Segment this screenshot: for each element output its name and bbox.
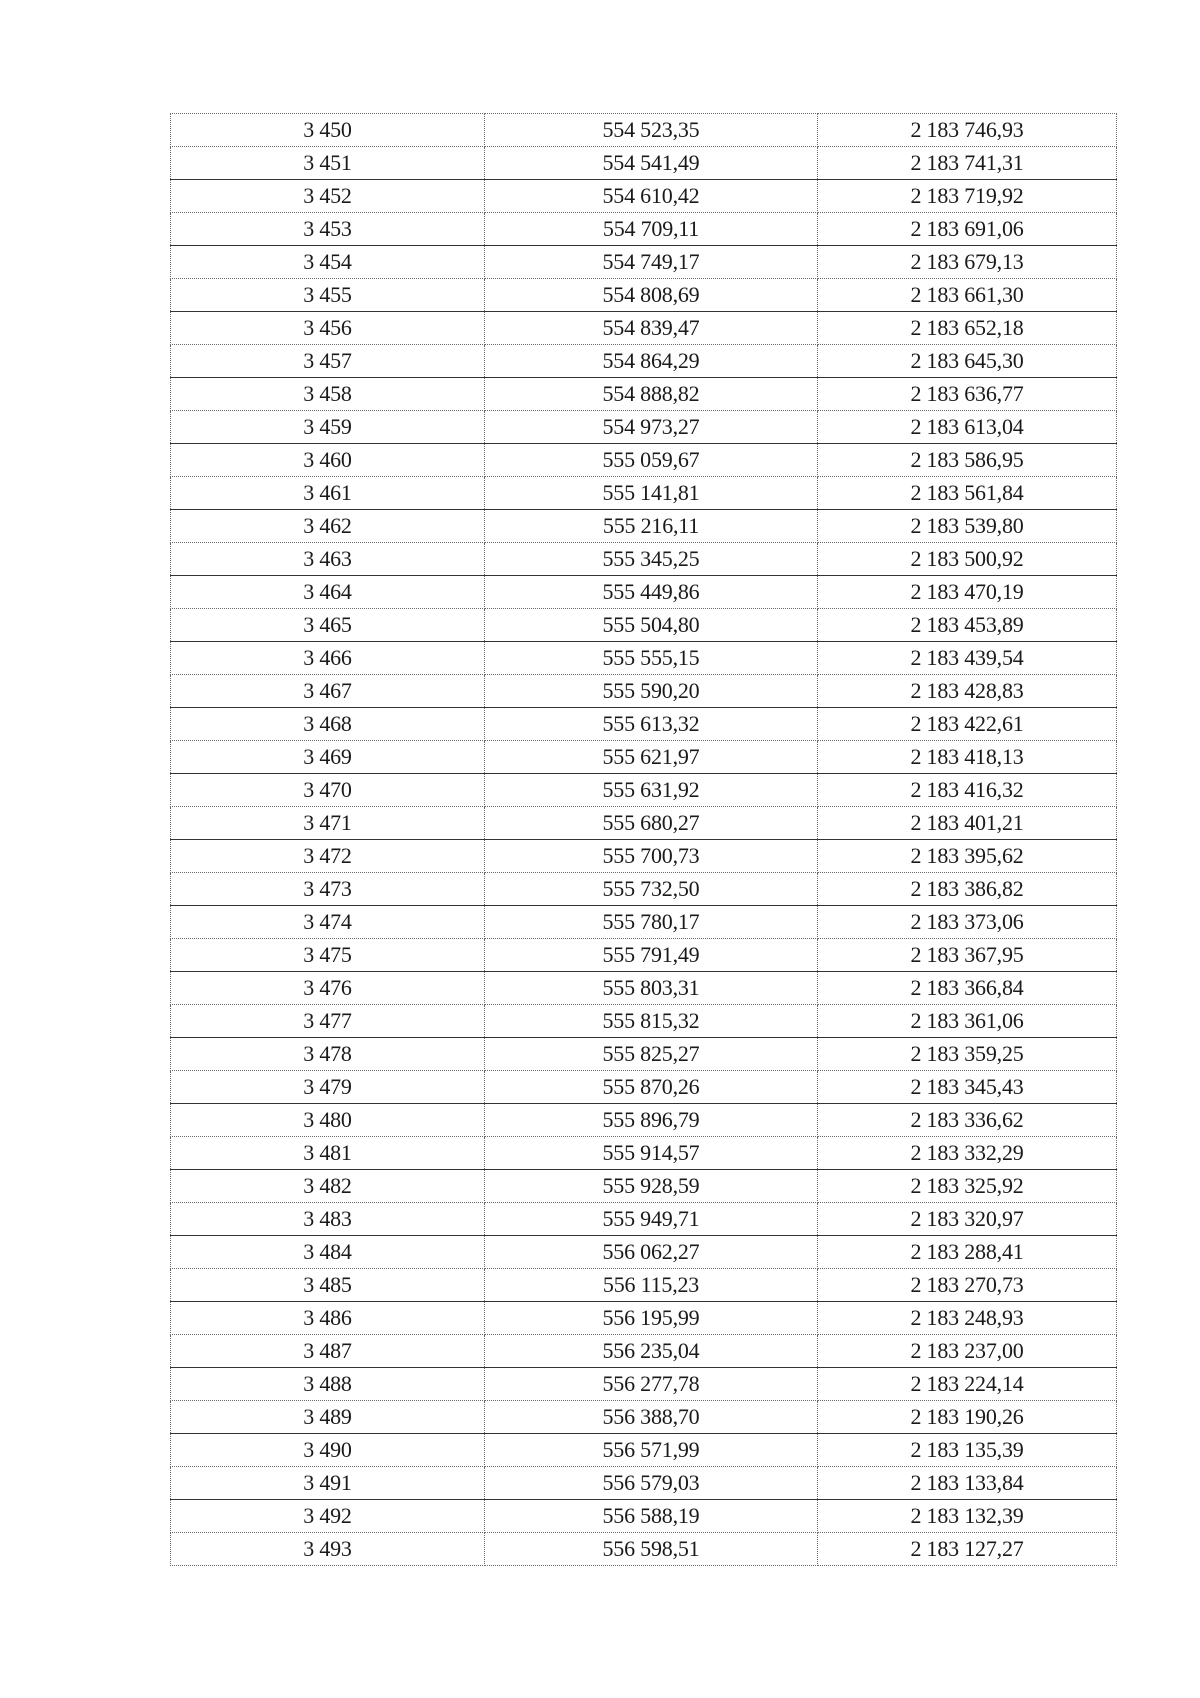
y-coordinate-cell: 2 183 661,30 — [818, 279, 1117, 312]
point-number-cell: 3 487 — [171, 1335, 485, 1368]
x-coordinate-cell: 555 613,32 — [485, 708, 818, 741]
y-coordinate-cell: 2 183 132,39 — [818, 1500, 1117, 1533]
y-coordinate-cell: 2 183 416,32 — [818, 774, 1117, 807]
y-coordinate-cell: 2 183 270,73 — [818, 1269, 1117, 1302]
table-row — [171, 1071, 1117, 1104]
y-coordinate-cell: 2 183 332,29 — [818, 1137, 1117, 1170]
y-coordinate-cell: 2 183 359,25 — [818, 1038, 1117, 1071]
table-row — [171, 312, 1117, 345]
point-number-cell: 3 485 — [171, 1269, 485, 1302]
table-row — [171, 609, 1117, 642]
table-row — [171, 180, 1117, 213]
point-number-cell: 3 473 — [171, 873, 485, 906]
x-coordinate-cell: 555 345,25 — [485, 543, 818, 576]
table-row — [171, 1005, 1117, 1038]
table-row — [171, 345, 1117, 378]
table-row — [171, 213, 1117, 246]
x-coordinate-cell: 556 588,19 — [485, 1500, 818, 1533]
table-row — [171, 1368, 1117, 1401]
point-number-cell: 3 484 — [171, 1236, 485, 1269]
table-row — [171, 1104, 1117, 1137]
y-coordinate-cell: 2 183 539,80 — [818, 510, 1117, 543]
table-row — [171, 1467, 1117, 1500]
x-coordinate-cell: 555 803,31 — [485, 972, 818, 1005]
point-number-cell: 3 462 — [171, 510, 485, 543]
point-number-cell: 3 458 — [171, 378, 485, 411]
y-coordinate-cell: 2 183 133,84 — [818, 1467, 1117, 1500]
y-coordinate-cell: 2 183 127,27 — [818, 1533, 1117, 1566]
y-coordinate-cell: 2 183 325,92 — [818, 1170, 1117, 1203]
table-row — [171, 378, 1117, 411]
x-coordinate-cell: 555 791,49 — [485, 939, 818, 972]
table-row — [171, 741, 1117, 774]
y-coordinate-cell: 2 183 691,06 — [818, 213, 1117, 246]
x-coordinate-cell: 555 732,50 — [485, 873, 818, 906]
x-coordinate-cell: 554 541,49 — [485, 147, 818, 180]
point-number-cell: 3 453 — [171, 213, 485, 246]
coordinates-table-body — [171, 114, 1117, 1566]
x-coordinate-cell: 555 621,97 — [485, 741, 818, 774]
table-row — [171, 1170, 1117, 1203]
point-number-cell: 3 489 — [171, 1401, 485, 1434]
table-row — [171, 1137, 1117, 1170]
table-row — [171, 246, 1117, 279]
y-coordinate-cell: 2 183 470,19 — [818, 576, 1117, 609]
x-coordinate-cell: 556 062,27 — [485, 1236, 818, 1269]
point-number-cell: 3 470 — [171, 774, 485, 807]
x-coordinate-cell: 555 590,20 — [485, 675, 818, 708]
x-coordinate-cell: 555 680,27 — [485, 807, 818, 840]
y-coordinate-cell: 2 183 586,95 — [818, 444, 1117, 477]
point-number-cell: 3 464 — [171, 576, 485, 609]
x-coordinate-cell: 555 504,80 — [485, 609, 818, 642]
y-coordinate-cell: 2 183 361,06 — [818, 1005, 1117, 1038]
y-coordinate-cell: 2 183 237,00 — [818, 1335, 1117, 1368]
table-row — [171, 1038, 1117, 1071]
y-coordinate-cell: 2 183 613,04 — [818, 411, 1117, 444]
x-coordinate-cell: 554 749,17 — [485, 246, 818, 279]
x-coordinate-cell: 556 388,70 — [485, 1401, 818, 1434]
table-row — [171, 1203, 1117, 1236]
x-coordinate-cell: 555 631,92 — [485, 774, 818, 807]
point-number-cell: 3 477 — [171, 1005, 485, 1038]
table-row — [171, 114, 1117, 147]
y-coordinate-cell: 2 183 719,92 — [818, 180, 1117, 213]
point-number-cell: 3 474 — [171, 906, 485, 939]
x-coordinate-cell: 555 141,81 — [485, 477, 818, 510]
x-coordinate-cell: 556 579,03 — [485, 1467, 818, 1500]
x-coordinate-cell: 555 949,71 — [485, 1203, 818, 1236]
table-row — [171, 477, 1117, 510]
point-number-cell: 3 463 — [171, 543, 485, 576]
point-number-cell: 3 454 — [171, 246, 485, 279]
table-row — [171, 675, 1117, 708]
y-coordinate-cell: 2 183 746,93 — [818, 114, 1117, 147]
point-number-cell: 3 491 — [171, 1467, 485, 1500]
point-number-cell: 3 480 — [171, 1104, 485, 1137]
y-coordinate-cell: 2 183 422,61 — [818, 708, 1117, 741]
x-coordinate-cell: 554 839,47 — [485, 312, 818, 345]
x-coordinate-cell: 554 709,11 — [485, 213, 818, 246]
table-row — [171, 279, 1117, 312]
y-coordinate-cell: 2 183 439,54 — [818, 642, 1117, 675]
point-number-cell: 3 452 — [171, 180, 485, 213]
x-coordinate-cell: 555 825,27 — [485, 1038, 818, 1071]
x-coordinate-cell: 555 896,79 — [485, 1104, 818, 1137]
y-coordinate-cell: 2 183 428,83 — [818, 675, 1117, 708]
x-coordinate-cell: 556 195,99 — [485, 1302, 818, 1335]
x-coordinate-cell: 555 914,57 — [485, 1137, 818, 1170]
table-row — [171, 939, 1117, 972]
x-coordinate-cell: 556 598,51 — [485, 1533, 818, 1566]
x-coordinate-cell: 555 815,32 — [485, 1005, 818, 1038]
point-number-cell: 3 486 — [171, 1302, 485, 1335]
point-number-cell: 3 455 — [171, 279, 485, 312]
point-number-cell: 3 450 — [171, 114, 485, 147]
x-coordinate-cell: 555 870,26 — [485, 1071, 818, 1104]
table-row — [171, 1401, 1117, 1434]
point-number-cell: 3 493 — [171, 1533, 485, 1566]
table-row — [171, 906, 1117, 939]
y-coordinate-cell: 2 183 367,95 — [818, 939, 1117, 972]
y-coordinate-cell: 2 183 320,97 — [818, 1203, 1117, 1236]
y-coordinate-cell: 2 183 373,06 — [818, 906, 1117, 939]
point-number-cell: 3 459 — [171, 411, 485, 444]
table-row — [171, 1236, 1117, 1269]
point-number-cell: 3 471 — [171, 807, 485, 840]
x-coordinate-cell: 556 571,99 — [485, 1434, 818, 1467]
y-coordinate-cell: 2 183 418,13 — [818, 741, 1117, 774]
x-coordinate-cell: 554 888,82 — [485, 378, 818, 411]
x-coordinate-cell: 554 808,69 — [485, 279, 818, 312]
y-coordinate-cell: 2 183 561,84 — [818, 477, 1117, 510]
coordinates-table — [170, 113, 1117, 1566]
y-coordinate-cell: 2 183 741,31 — [818, 147, 1117, 180]
y-coordinate-cell: 2 183 366,84 — [818, 972, 1117, 1005]
y-coordinate-cell: 2 183 679,13 — [818, 246, 1117, 279]
x-coordinate-cell: 555 059,67 — [485, 444, 818, 477]
table-row — [171, 411, 1117, 444]
table-row — [171, 543, 1117, 576]
table-row — [171, 774, 1117, 807]
x-coordinate-cell: 556 235,04 — [485, 1335, 818, 1368]
point-number-cell: 3 479 — [171, 1071, 485, 1104]
y-coordinate-cell: 2 183 288,41 — [818, 1236, 1117, 1269]
y-coordinate-cell: 2 183 453,89 — [818, 609, 1117, 642]
y-coordinate-cell: 2 183 401,21 — [818, 807, 1117, 840]
point-number-cell: 3 481 — [171, 1137, 485, 1170]
y-coordinate-cell: 2 183 345,43 — [818, 1071, 1117, 1104]
y-coordinate-cell: 2 183 645,30 — [818, 345, 1117, 378]
point-number-cell: 3 483 — [171, 1203, 485, 1236]
y-coordinate-cell: 2 183 135,39 — [818, 1434, 1117, 1467]
table-row — [171, 642, 1117, 675]
point-number-cell: 3 451 — [171, 147, 485, 180]
x-coordinate-cell: 554 864,29 — [485, 345, 818, 378]
x-coordinate-cell: 555 928,59 — [485, 1170, 818, 1203]
table-row — [171, 708, 1117, 741]
x-coordinate-cell: 555 449,86 — [485, 576, 818, 609]
point-number-cell: 3 478 — [171, 1038, 485, 1071]
point-number-cell: 3 475 — [171, 939, 485, 972]
point-number-cell: 3 461 — [171, 477, 485, 510]
point-number-cell: 3 492 — [171, 1500, 485, 1533]
table-row — [171, 1302, 1117, 1335]
y-coordinate-cell: 2 183 652,18 — [818, 312, 1117, 345]
table-row — [171, 510, 1117, 543]
point-number-cell: 3 465 — [171, 609, 485, 642]
y-coordinate-cell: 2 183 500,92 — [818, 543, 1117, 576]
x-coordinate-cell: 555 700,73 — [485, 840, 818, 873]
table-row — [171, 972, 1117, 1005]
point-number-cell: 3 488 — [171, 1368, 485, 1401]
point-number-cell: 3 476 — [171, 972, 485, 1005]
point-number-cell: 3 460 — [171, 444, 485, 477]
point-number-cell: 3 457 — [171, 345, 485, 378]
table-row — [171, 840, 1117, 873]
y-coordinate-cell: 2 183 636,77 — [818, 378, 1117, 411]
y-coordinate-cell: 2 183 224,14 — [818, 1368, 1117, 1401]
y-coordinate-cell: 2 183 336,62 — [818, 1104, 1117, 1137]
point-number-cell: 3 472 — [171, 840, 485, 873]
table-row — [171, 444, 1117, 477]
table-row — [171, 1269, 1117, 1302]
x-coordinate-cell: 556 277,78 — [485, 1368, 818, 1401]
x-coordinate-cell: 556 115,23 — [485, 1269, 818, 1302]
x-coordinate-cell: 554 973,27 — [485, 411, 818, 444]
point-number-cell: 3 482 — [171, 1170, 485, 1203]
x-coordinate-cell: 554 523,35 — [485, 114, 818, 147]
table-row — [171, 1434, 1117, 1467]
y-coordinate-cell: 2 183 386,82 — [818, 873, 1117, 906]
table-row — [171, 807, 1117, 840]
point-number-cell: 3 490 — [171, 1434, 485, 1467]
y-coordinate-cell: 2 183 190,26 — [818, 1401, 1117, 1434]
table-row — [171, 147, 1117, 180]
point-number-cell: 3 456 — [171, 312, 485, 345]
table-row — [171, 1533, 1117, 1566]
y-coordinate-cell: 2 183 395,62 — [818, 840, 1117, 873]
x-coordinate-cell: 554 610,42 — [485, 180, 818, 213]
point-number-cell: 3 466 — [171, 642, 485, 675]
point-number-cell: 3 468 — [171, 708, 485, 741]
table-row — [171, 1335, 1117, 1368]
table-row — [171, 873, 1117, 906]
y-coordinate-cell: 2 183 248,93 — [818, 1302, 1117, 1335]
point-number-cell: 3 467 — [171, 675, 485, 708]
point-number-cell: 3 469 — [171, 741, 485, 774]
table-row — [171, 576, 1117, 609]
table-row — [171, 1500, 1117, 1533]
x-coordinate-cell: 555 555,15 — [485, 642, 818, 675]
x-coordinate-cell: 555 216,11 — [485, 510, 818, 543]
x-coordinate-cell: 555 780,17 — [485, 906, 818, 939]
